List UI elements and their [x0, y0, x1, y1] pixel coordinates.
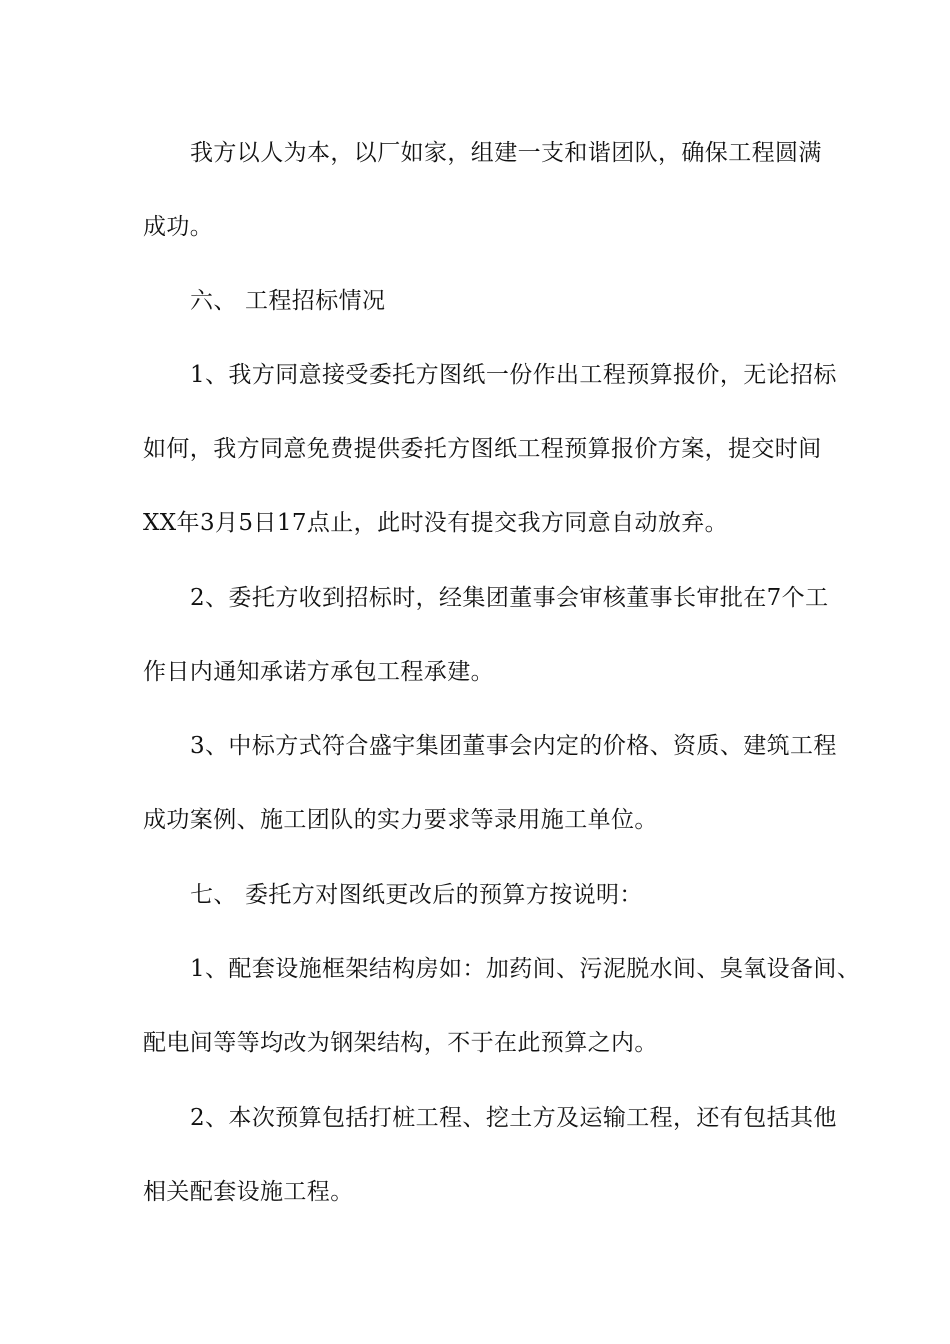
section-title: 工程招标情况 [245, 288, 386, 314]
paragraph-line: 2、本次预算包括打桩工程、挖土方及运输工程，还有包括其他 [190, 1105, 837, 1131]
paragraph-line: 配电间等等均改为钢架结构，不于在此预算之内。 [143, 1030, 658, 1056]
paragraph-line: 2、委托方收到招标时，经集团董事会审核董事长审批在7个工 [190, 585, 829, 611]
paragraph-line: 作日内通知承诺方承包工程承建。 [143, 659, 494, 685]
paragraph-line: 1、配套设施框架结构房如：加药间、污泥脱水间、臭氧设备间、 [190, 956, 861, 982]
section-heading-six [190, 286, 385, 316]
paragraph-line: 成功。 [143, 214, 214, 240]
paragraph-line: 相关配套设施工程。 [143, 1179, 354, 1205]
paragraph-line: 3、中标方式符合盛宇集团董事会内定的价格、资质、建筑工程 [190, 733, 837, 759]
section-number: 六、 [190, 288, 237, 314]
paragraph-line: XX年3月5日17点止，此时没有提交我方同意自动放弃。 [143, 510, 729, 536]
paragraph-line: 1、我方同意接受委托方图纸一份作出工程预算报价，无论招标 [190, 362, 837, 388]
section-number: 七、 [190, 882, 237, 908]
paragraph-line: 如何，我方同意免费提供委托方图纸工程预算报价方案，提交时间 [143, 436, 822, 462]
paragraph-line: 成功案例、施工团队的实力要求等录用施工单位。 [143, 807, 658, 833]
section-heading-seven [190, 880, 643, 910]
section-title: 委托方对图纸更改后的预算方按说明： [245, 882, 643, 908]
paragraph-line: 我方以人为本，以厂如家，组建一支和谐团队，确保工程圆满 [190, 140, 822, 166]
